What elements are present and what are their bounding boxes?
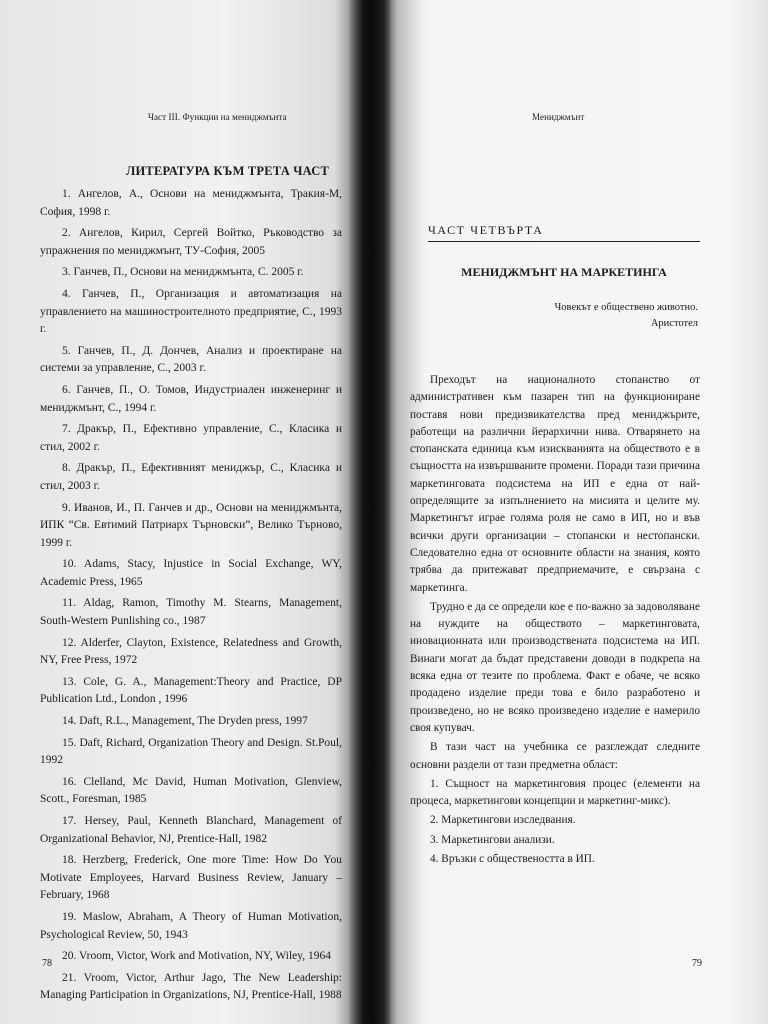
bibliography-entry: 4. Ганчев, П., Организация и автоматизация на управлението на машиностроителното предприятие, С., 1993 г. [40,287,342,336]
part-title: ЧАСТ ЧЕТВЪРТА [428,223,700,242]
bibliography-entry: 14. Daft, R.L., Management, The Dryden press, 1997 [62,715,308,728]
list-item: 3. Маркетингови анализи. [430,833,555,846]
bibliography-entry: 21. Vroom, Victor, Arthur Jago, The New Leadership: Managing Participation in Organizations, NJ, Prentice-Hall, 1988 [40,971,342,1002]
paragraph: Преходът на националното стопанство от административен към пазарен тип на функциониране поставя нови предизвикателства пред мениджърите, работещи на различни йерархични нива. Отварянето на стопанската единица към изискванията на обществото е в същността на извършваните промени. Поради тази причина маркетинговата подсистема на ИП е една от най-определящите за изпълнението на мисията и целите му. Маркетингът играе голяма роля не само в ИП, но и във всички други организации – стопански и нестопански. Следователно една от основните области на знания, която трябва да притежават предприемачите, е свързана с маркетинга. [410,374,700,594]
bibliography-entry: 1. Ангелов, А., Основи на мениджмънта, Тракия-М, София, 1998 г. [40,188,342,218]
bibliography-entry: 19. Maslow, Abraham, A Theory of Human Motivation, Psychological Review, 50, 1943 [40,910,342,941]
left-running-head: Част III. Функции на мениджмънта [148,112,287,122]
bibliography-entry: 10. Adams, Stacy, Injustice in Social Exchange, WY, Academic Press, 1965 [40,558,342,588]
bibliography-entry: 8. Дракър, П., Ефективният мениджър, С., Класика и стил, 2003 г. [40,462,342,492]
bibliography-list [40,186,342,1009]
epigraph [480,300,698,332]
bibliography-entry: 7. Дракър, П., Ефективно управление, С., Класика и стил, 2002 г. [40,423,342,453]
bibliography-entry: 3. Ганчев, П., Основи на мениджмънта, С. 2005 г. [62,266,304,279]
bibliography-entry: 20. Vroom, Victor, Work and Motivation, NY, Wiley, 1964 [62,950,332,963]
bibliography-entry: 18. Herzberg, Frederick, One more Time: How Do You Motivate Employees, Harvard Business Review, January – February, 1968 [40,854,342,902]
bibliography-entry: 15. Daft, Richard, Organization Theory and Design. St.Poul, 1992 [40,736,342,767]
paragraph: Трудно е да се определи кое е по-важно за задоволяване на нуждите на обществото – маркетинговата, иновационната или производствената подсистема на ИП. Винаги могат да бъдат представени доводи в подкрепа на всяка една от тезите по проблема. Факт е обаче, че всяко продадено изделие преди това е било разработено и произведено, но не всяко произведено изделие е намерило своя купувач. [410,600,700,734]
bibliography-entry: 5. Ганчев, П., Д. Дончев, Анализ и проектиране на системи за управление, С., 2003 г. [40,344,342,375]
book-spine [348,0,392,1024]
bibliography-entry: 6. Ганчев, П., О. Томов, Индустриален инженеринг и мениджмънт, С., 1994 г. [40,383,342,414]
literature-title: ЛИТЕРАТУРА КЪМ ТРЕТА ЧАСТ [125,164,330,178]
bibliography-entry: 11. Aldag, Ramon, Timothy M. Stearns, Management, South-Western Punlishing co., 1987 [40,597,342,628]
list-item: 2. Маркетингови изследвания. [430,814,576,827]
list-item: 4. Връзки с обществеността в ИП. [430,853,595,866]
bibliography-entry: 13. Cole, G. A., Management:Theory and Practice, DP Publication Ltd., London , 1996 [40,675,342,706]
bibliography-entry: 16. Clelland, Mc David, Human Motivation, Glenview, Scott., Foresman, 1985 [40,775,342,806]
bibliography-entry: 12. Alderfer, Clayton, Existence, Relatedness and Growth, NY, Free Press, 1972 [40,636,342,667]
body-text [410,372,700,870]
epigraph-author: Аристотел [650,318,698,329]
chapter-title: МЕНИДЖМЪНТ НА МАРКЕТИНГА [461,265,667,279]
right-page-number: 79 [692,958,702,969]
bibliography-entry: 17. Hersey, Paul, Kenneth Blanchard, Management of Organizational Behavior, NJ, Prentice-Hall, 1982 [40,815,342,845]
right-running-head: Мениджмънт [532,112,585,122]
left-page-number: 78 [42,958,52,969]
bibliography-entry: 9. Иванов, И., П. Ганчев и др., Основи на мениджмънта, ИПК “Св. Евтимий Патриарх Търновски”, Велико Търново, 1999 г. [40,501,342,549]
paragraph: В тази част на учебника се разглеждат следните основни раздели от тази предметна област: [410,741,700,771]
list-item: 1. Същност на маркетинговия процес (елементи на процеса, маркетингови концепции и маркетинг-микс). [410,777,700,808]
epigraph-quote: Човекът е обществено животно. [554,302,698,313]
bibliography-entry: 2. Ангелов, Кирил, Сергей Войтко, Ръководство за упражнения по мениджмънт, ТУ-София, 2005 [40,227,342,257]
